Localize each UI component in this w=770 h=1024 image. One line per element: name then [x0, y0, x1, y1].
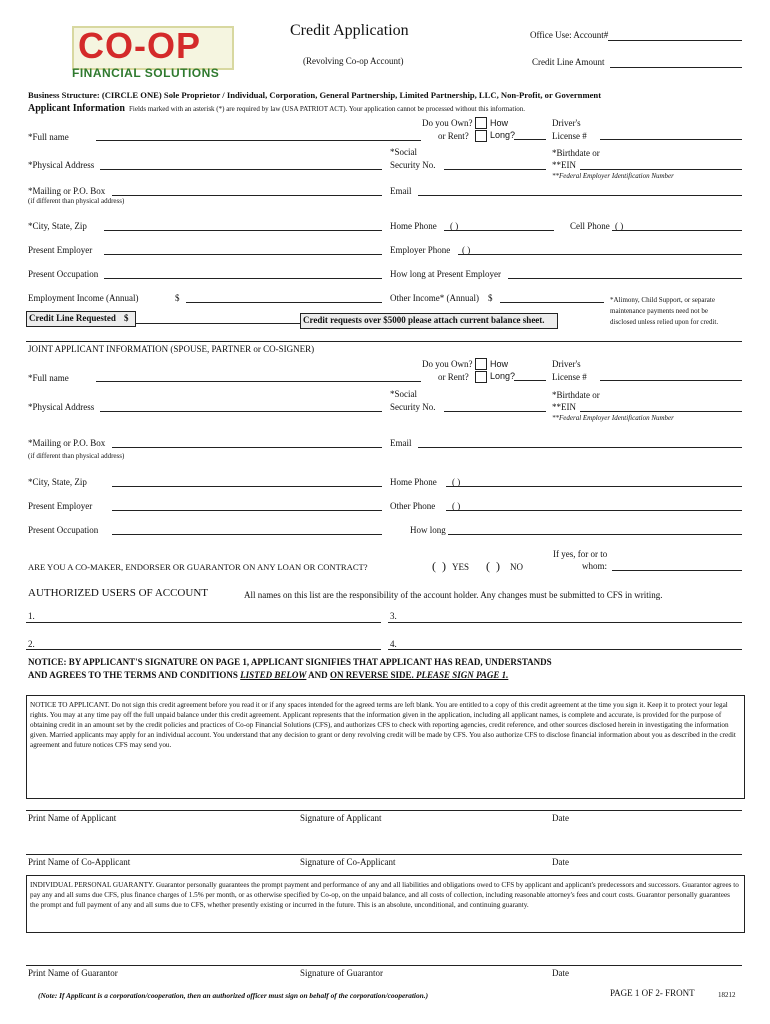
own-label: Do you Own? — [422, 118, 473, 128]
social-label: *Social — [390, 147, 417, 157]
present-employer-label: Present Employer — [28, 245, 93, 255]
divider — [26, 341, 742, 342]
how-long-employer-label: How long at Present Employer — [390, 269, 501, 279]
joint-full-name-label: *Full name — [28, 373, 69, 383]
how-label: How — [490, 118, 509, 128]
own-checkbox[interactable] — [475, 117, 487, 129]
joint-own-checkbox[interactable] — [475, 358, 487, 370]
joint-how-long-label: How long — [410, 525, 446, 535]
yes-label: YES — [452, 562, 470, 572]
physical-address-field[interactable] — [100, 169, 382, 170]
joint-city-label: *City, State, Zip — [28, 477, 87, 487]
ein-label: **EIN — [552, 160, 576, 170]
long-label: Long? — [490, 130, 516, 140]
other-income-field[interactable] — [500, 302, 604, 303]
credit-line-amount-label: Credit Line Amount — [532, 57, 605, 67]
joint-other-phone-field[interactable] — [446, 510, 742, 511]
joint-long-label: Long? — [490, 371, 516, 381]
employment-income-dollar: $ — [175, 293, 180, 303]
joint-present-occupation-label: Present Occupation — [28, 525, 99, 535]
auth-user-1-num: 1. — [28, 611, 35, 621]
joint-how-long-field[interactable] — [448, 534, 742, 535]
cell-phone-area: ( ) — [615, 221, 624, 231]
ssn-field[interactable] — [444, 169, 546, 170]
joint-present-employer-label: Present Employer — [28, 501, 93, 511]
date-applicant-label: Date — [552, 813, 569, 823]
auth-user-3-num: 3. — [390, 611, 397, 621]
joint-if-different-note: (if different than physical address) — [28, 452, 125, 460]
drivers-license-field[interactable] — [600, 139, 742, 140]
joint-present-employer-field[interactable] — [112, 510, 382, 511]
applicant-heading: Applicant Information — [28, 103, 125, 114]
auth-user-4-num: 4. — [390, 639, 397, 649]
joint-rent-checkbox[interactable] — [475, 371, 487, 383]
if-yes-whom-field[interactable] — [612, 570, 742, 571]
full-name-label: *Full name — [28, 132, 69, 142]
auth-user-2-num: 2. — [28, 639, 35, 649]
cell-phone-field[interactable] — [612, 230, 742, 231]
rent-checkbox[interactable] — [475, 130, 487, 142]
license-label: License # — [552, 131, 587, 141]
joint-ein-label: **EIN — [552, 402, 576, 412]
credit-line-amount-field[interactable] — [610, 67, 742, 68]
credit-line-requested-field[interactable] — [136, 323, 300, 324]
authorized-heading: AUTHORIZED USERS OF ACCOUNT — [28, 587, 208, 599]
joint-other-phone-area: ( ) — [452, 501, 461, 511]
birthdate-label: *Birthdate or — [552, 148, 600, 158]
birthdate-ein-field[interactable] — [580, 169, 742, 170]
email-field[interactable] — [418, 195, 742, 196]
form-code: 18212 — [718, 991, 736, 999]
how-long-field[interactable] — [514, 139, 546, 140]
coapplicant-sign-line[interactable] — [26, 854, 742, 855]
no-paren[interactable]: ( ) — [486, 559, 500, 573]
joint-drivers-license-field[interactable] — [600, 380, 742, 381]
joint-drivers-label: Driver's — [552, 359, 581, 369]
alimony-note-3: disclosed unless relied upon for credit. — [610, 318, 719, 326]
joint-physical-address-label: *Physical Address — [28, 402, 95, 412]
joint-ssn-label: Security No. — [390, 402, 436, 412]
date-coapplicant-label: Date — [552, 857, 569, 867]
joint-birthdate-label: *Birthdate or — [552, 390, 600, 400]
employer-phone-area: ( ) — [462, 245, 471, 255]
joint-license-label: License # — [552, 372, 587, 382]
no-label: NO — [510, 562, 523, 572]
cell-phone-label: Cell Phone — [570, 221, 610, 231]
print-applicant-label: Print Name of Applicant — [28, 813, 117, 823]
page-subtitle: (Revolving Co-op Account) — [303, 56, 404, 66]
print-coapplicant-label: Print Name of Co-Applicant — [28, 857, 131, 867]
mailing-field[interactable] — [112, 195, 382, 196]
present-occupation-field[interactable] — [104, 278, 382, 279]
business-structure: Business Structure: (CIRCLE ONE) Sole Proprietor / Individual, Corporation, General Partnership, Limited Partnership, LLC, Non-Profit, or Government — [28, 90, 602, 100]
joint-email-label: Email — [390, 438, 412, 448]
ein-note: **Federal Employer Identification Number — [552, 172, 674, 180]
auth-user-4-field[interactable] — [388, 649, 742, 650]
applicant-note: Fields marked with an asterisk (*) are required by law (USA PATRIOT ACT). Your application cannot be processed without this information. — [129, 105, 526, 113]
comaker-question: ARE YOU A CO-MAKER, ENDORSER OR GUARANTOR ON ANY LOAN OR CONTRACT? — [28, 562, 368, 572]
ssn-label: Security No. — [390, 160, 436, 170]
joint-home-phone-label: Home Phone — [390, 477, 437, 487]
rent-label: or Rent? — [438, 131, 469, 141]
joint-own-label: Do you Own? — [422, 359, 473, 369]
auth-user-1-field[interactable] — [26, 622, 381, 623]
joint-birthdate-ein-field[interactable] — [580, 411, 742, 412]
employer-phone-label: Employer Phone — [390, 245, 451, 255]
physical-address-label: *Physical Address — [28, 160, 95, 170]
sig-applicant-label: Signature of Applicant — [300, 813, 382, 823]
applicant-sign-line[interactable] — [26, 810, 742, 811]
joint-physical-address-field[interactable] — [100, 411, 382, 412]
if-yes-label-1: If yes, for or to — [553, 549, 608, 559]
joint-how-long-field[interactable] — [514, 380, 546, 381]
city-label: *City, State, Zip — [28, 221, 87, 231]
sig-guarantor-label: Signature of Guarantor — [300, 968, 383, 978]
date-guarantor-label: Date — [552, 968, 569, 978]
guarantor-sign-line[interactable] — [26, 965, 742, 966]
home-phone-area: ( ) — [450, 221, 459, 231]
drivers-label: Driver's — [552, 118, 581, 128]
joint-social-label: *Social — [390, 389, 417, 399]
logo: CO-OP — [78, 25, 202, 66]
other-income-dollar: $ — [488, 293, 493, 303]
joint-how-label: How — [490, 359, 509, 369]
credit-line-requested-dollar: $ — [124, 313, 129, 323]
notice-box-text: NOTICE TO APPLICANT. Do not sign this credit agreement before you read it or if any spaces intended for the agreed terms are left blank. You are entitled to a copy of this credit agreement at the time you sign it. Keep it to protect your legal rights. You may at any time pay off the full unpaid balance under this credit agreement. Applicant represents that the information given in the application, including all applicant names, is complete and accurate, is provided for the purpose of obtaining credit in an amount set by the credit policies and practices of Co-op Financial Solutions (CFS), and authorizes CFS to check with reporting agencies, credit reference, and other sources disclosed herein in investigating the information given. Married applicants may apply for an individual account. You understand that any decision to grant or deny revolving credit will be made by CFS. You also authorize CFS to disclose financial information about you as described in the credit agreement and future notices CFS may send you. — [30, 701, 736, 749]
print-guarantor-label: Print Name of Guarantor — [28, 968, 118, 978]
joint-heading: JOINT APPLICANT INFORMATION (SPOUSE, PARTNER or CO-SIGNER) — [28, 344, 315, 354]
joint-mailing-field[interactable] — [112, 447, 382, 448]
employment-income-label: Employment Income (Annual) — [28, 293, 139, 303]
joint-email-field[interactable] — [418, 447, 742, 448]
authorized-note: All names on this list are the responsibility of the account holder. Any changes must be submitted to CFS in writing. — [244, 590, 663, 600]
footer-note: (Note: If Applicant is a corporation/cooperation, then an authorized officer must sign on behalf of the corporation/cooperation.) — [38, 991, 429, 1000]
how-long-employer-field[interactable] — [508, 278, 742, 279]
credit-requests-note: Credit requests over $5000 please attach current balance sheet. — [303, 315, 545, 325]
joint-city-field[interactable] — [112, 486, 382, 487]
sig-coapplicant-label: Signature of Co-Applicant — [300, 857, 396, 867]
joint-rent-label: or Rent? — [438, 372, 469, 382]
notice-line-1: NOTICE: BY APPLICANT'S SIGNATURE ON PAGE 1, APPLICANT SIGNIFIES THAT APPLICANT HAS READ, UNDERSTANDS — [28, 657, 552, 667]
home-phone-label: Home Phone — [390, 221, 437, 231]
auth-user-3-field[interactable] — [388, 622, 742, 623]
present-occupation-label: Present Occupation — [28, 269, 99, 279]
credit-line-requested-label: Credit Line Requested — [29, 313, 116, 323]
alimony-note-2: maintenance payments need not be — [610, 307, 708, 315]
account-number-field[interactable] — [608, 40, 742, 41]
full-name-field[interactable] — [96, 140, 421, 141]
email-label: Email — [390, 186, 412, 196]
joint-ein-note: **Federal Employer Identification Number — [552, 414, 674, 422]
page-title: Credit Application — [290, 22, 409, 39]
joint-mailing-label: *Mailing or P.O. Box — [28, 438, 106, 448]
city-field[interactable] — [104, 230, 382, 231]
mailing-label: *Mailing or P.O. Box — [28, 186, 106, 196]
employment-income-field[interactable] — [186, 302, 382, 303]
joint-ssn-field[interactable] — [444, 411, 546, 412]
present-employer-field[interactable] — [104, 254, 382, 255]
joint-other-phone-label: Other Phone — [390, 501, 436, 511]
guaranty-text: INDIVIDUAL PERSONAL GUARANTY. Guarantor personally guarantees the prompt payment and performance of any and all liabilities and obligations owed to CFS by applicant and applicant's predecessors and successors. Guarantor agrees to pay any and all sums due CFS, plus finance charges of 1.5% per month, or as otherwise specified by Co-op, on the unpaid balance, and all costs of collection, including reasonable attorney's fees and court costs. Guarantor personally guarantees the prompt and full payment of any and all sums due to CFS, whether presently existing or incurred in the future. This is an absolute, unconditional, and continuing guaranty. — [30, 881, 739, 909]
joint-present-occupation-field[interactable] — [112, 534, 382, 535]
joint-home-phone-area: ( ) — [452, 477, 461, 487]
joint-home-phone-field[interactable] — [446, 486, 742, 487]
yes-paren[interactable]: ( ) — [432, 559, 446, 573]
if-different-note: (if different than physical address) — [28, 197, 125, 205]
alimony-note-1: *Alimony, Child Support, or separate — [610, 296, 715, 304]
notice-line-2: AND AGREES TO THE TERMS AND CONDITIONS LISTED BELOW AND ON REVERSE SIDE. PLEASE SIGN PAGE 1. — [28, 670, 509, 680]
home-phone-field[interactable] — [444, 230, 554, 231]
if-yes-label-2: whom: — [582, 561, 608, 571]
logo-subtitle: FINANCIAL SOLUTIONS — [72, 66, 220, 80]
joint-full-name-field[interactable] — [96, 381, 421, 382]
other-income-label: Other Income* (Annual) — [390, 293, 479, 303]
auth-user-2-field[interactable] — [26, 649, 381, 650]
office-use-label: Office Use: Account# — [530, 30, 609, 40]
page-number: PAGE 1 OF 2- FRONT — [610, 988, 695, 998]
employer-phone-field[interactable] — [458, 254, 742, 255]
